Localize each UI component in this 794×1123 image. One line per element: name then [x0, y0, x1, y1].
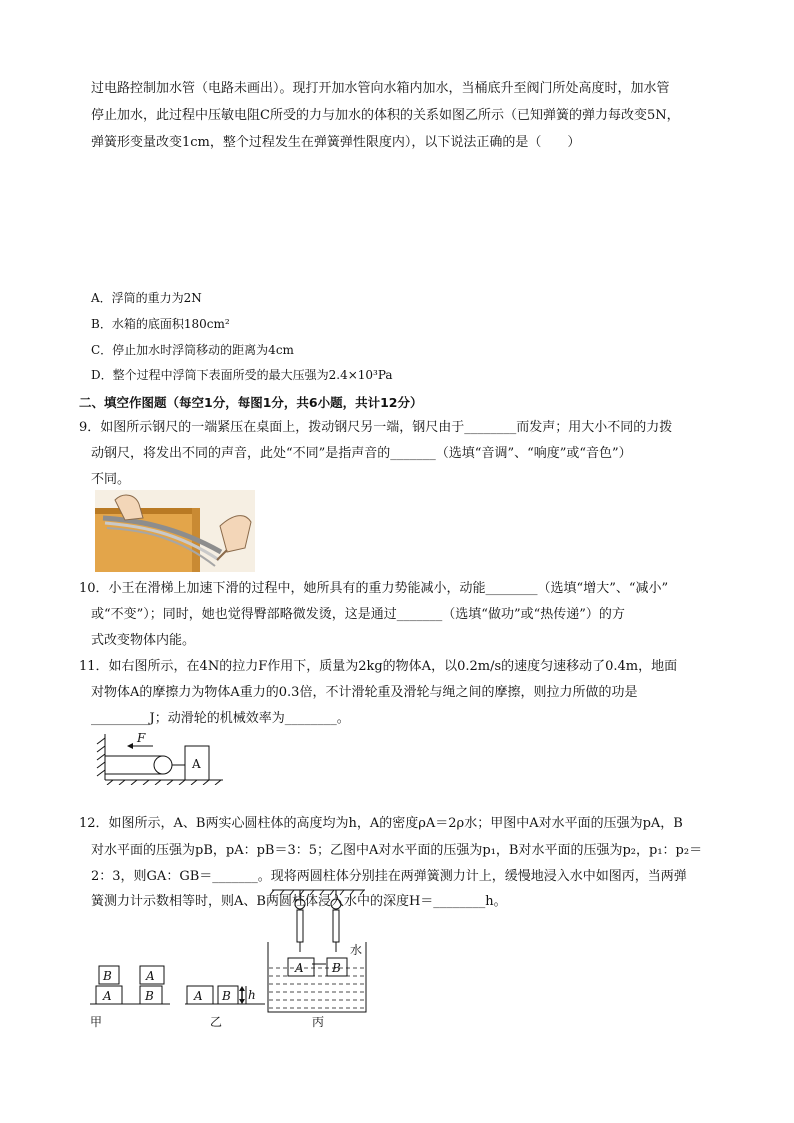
q8-option-a: A．浮筒的重力为2N: [91, 291, 202, 305]
q12-yi-b-label: B: [222, 989, 231, 1003]
q8-line-3: 弹簧形变量改变1cm，整个过程发生在弹簧弹性限度内），以下说法正确的是（ ）: [91, 135, 581, 150]
q9-line-1: 9．如图所示钢尺的一端紧压在桌面上，拨动钢尺另一端，钢尺由于________而发声；用大小不同的力拨: [79, 420, 673, 435]
q12-line-1: 12．如图所示，A、B两实心圆柱体的高度均为h，A的密度ρA＝2ρ水；甲图中A对水平面的压强为pA，B: [79, 816, 683, 831]
q12-jia-b2-label: B: [145, 989, 154, 1003]
q11-pulley-figure: [95, 730, 225, 785]
q8-option-b: B．水箱的底面积180cm²: [91, 317, 230, 331]
q10-line-1: 10．小王在滑梯上加速下滑的过程中，她所具有的重力势能减小，动能________（选填“增大”、“减小”: [79, 581, 669, 596]
q10-line-3: 式改变物体内能。: [91, 633, 196, 648]
q12-yi-a-label: A: [194, 989, 203, 1003]
q12-jia-label: 甲: [90, 1015, 103, 1029]
q8-line-1: 过电路控制加水管（电路未画出）。现打开加水管向水箱内加水，当桶底升至阀门所处高度时，加水管: [91, 81, 670, 96]
q12-cylinders-figure: [90, 888, 380, 1033]
q12-line-3: 2：3，则GA：GB＝_______。现将两圆柱体分别挂在两弹簧测力计上，缓慢地浸入水中如图丙，当两弹: [91, 869, 687, 884]
q8-option-c: C．停止加水时浮筒移动的距离为4cm: [91, 343, 294, 357]
section-2-title: 二、填空作图题（每空1分，每图1分，共6小题，共计12分）: [79, 395, 423, 410]
q12-line-4: 簧测力计示数相等时，则A、B两圆柱体浸入水中的深度H＝________h。: [91, 894, 507, 909]
q11-line-3: _________J；动滑轮的机械效率为________。: [91, 711, 350, 726]
q8-line-2: 停止加水，此过程中压敏电阻C所受的力与加水的体积的关系如图乙所示（已知弹簧的弹力每改变5N，: [91, 108, 680, 123]
q12-water-label: 水: [350, 943, 363, 957]
q12-bing-a-label: A: [295, 961, 304, 975]
q11-line-1: 11．如右图所示，在4N的拉力F作用下，质量为2kg的物体A，以0.2m/s的速度匀速移动了0.4m，地面: [79, 659, 678, 674]
q12-bing-b-label: B: [332, 961, 341, 975]
q11-force-label: F: [137, 731, 146, 745]
q9-line-2: 动钢尺，将发出不同的声音，此处“不同”是指声音的_______（选填“音调”、“响度”或“音色”）: [91, 446, 632, 461]
q12-yi-label: 乙: [210, 1015, 223, 1029]
q11-line-2: 对物体A的摩擦力为物体A重力的0.3倍，不计滑轮重及滑轮与绳之间的摩擦，则拉力所做的功是: [91, 685, 638, 700]
q12-bing-label: 丙: [312, 1015, 325, 1029]
q12-h-label: h: [248, 988, 256, 1002]
q12-jia-b-label: B: [103, 969, 112, 983]
q10-line-2: 或“不变”）；同时，她也觉得臀部略微发烫，这是通过_______（选填“做功”或“热传递”）的方: [91, 607, 625, 622]
q12-line-2: 对水平面的压强为pB，pA：pB＝3：5；乙图中A对水平面的压强为p₁，B对水平面的压强为p₂，p₁：p₂＝: [91, 843, 703, 858]
q9-line-3: 不同。: [91, 472, 131, 487]
q12-jia-a2-label: A: [146, 969, 155, 983]
q11-block-label: A: [192, 757, 201, 771]
q8-option-d: D．整个过程中浮筒下表面所受的最大压强为2.4×10³Pa: [91, 368, 393, 382]
q9-ruler-figure: [95, 490, 255, 572]
q12-jia-a-label: A: [103, 989, 112, 1003]
